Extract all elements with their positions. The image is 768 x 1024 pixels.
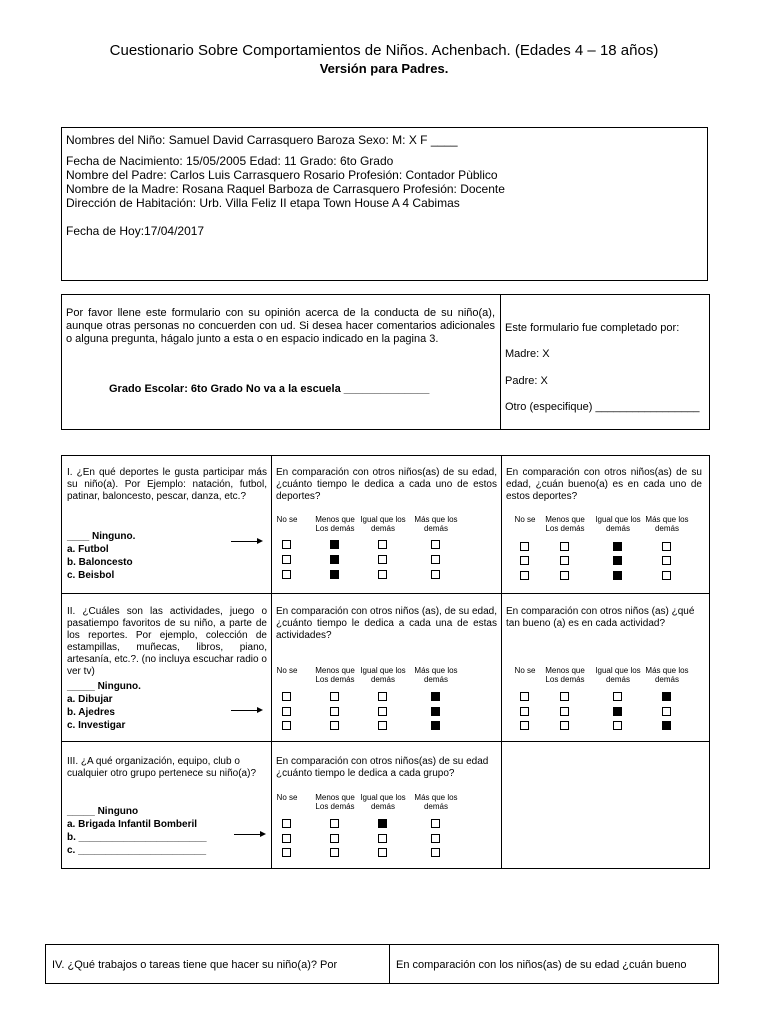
section2-good-row-2-menos-checkbox[interactable] (560, 707, 569, 716)
section4-question: IV. ¿Qué trabajos o tareas tiene que hacer su niño(a)? Por (52, 959, 338, 971)
madre-field: Madre: X (505, 348, 550, 360)
section1-arrow (231, 541, 261, 542)
padre-field: Padre: X (505, 375, 548, 387)
document-subtitle: Versión para Padres. (319, 61, 449, 76)
section1-time-row-3-menos-checkbox[interactable] (330, 570, 339, 579)
section2-time-row-2-igual-checkbox[interactable] (378, 707, 387, 716)
section3-time-row-3-igual-checkbox[interactable] (378, 848, 387, 857)
table-row-divider-2 (62, 741, 709, 742)
section2-good-row-3-menos-checkbox[interactable] (560, 721, 569, 730)
section2-arrow (231, 710, 261, 711)
document-title: Cuestionario Sobre Comportamientos de Niños. Achenbach. (Edades 4 – 18 años) (109, 42, 659, 59)
section1-time-row-1-mas-checkbox[interactable] (431, 540, 440, 549)
section2-time-row-1-menos-checkbox[interactable] (330, 692, 339, 701)
section2-time-row-3-no-se-checkbox[interactable] (282, 721, 291, 730)
section3-time-row-3-mas-checkbox[interactable] (431, 848, 440, 857)
section3-time-row-2-menos-checkbox[interactable] (330, 834, 339, 843)
section2-time-row-2-menos-checkbox[interactable] (330, 707, 339, 716)
section4-box (45, 944, 719, 984)
section1-good-row-3-menos-checkbox[interactable] (560, 571, 569, 580)
section2-good-col-header-igual: Igual que los demás (595, 666, 641, 684)
instructions-text: Por favor llene este formulario con su opinión acerca de la conducta de su niño(a), aunque otras personas no concuerden con ud. Si desea hacer comentarios adicionales o alguna pregunta, hágalo junto a esta o en espacio indicado en la pagina 3. (66, 307, 495, 345)
section1-good-row-1-igual-checkbox[interactable] (613, 542, 622, 551)
section2-time-question: En comparación con otros niños (as), de su edad, ¿cuánto tiempo le dedica a cada una de estas actividades? (276, 606, 497, 641)
section3-time-row-1-mas-checkbox[interactable] (431, 819, 440, 828)
section1-time-row-3-no-se-checkbox[interactable] (282, 570, 291, 579)
section1-good-col-header-no-se: No se (514, 515, 536, 524)
section3-time-row-1-igual-checkbox[interactable] (378, 819, 387, 828)
section2-good-row-1-menos-checkbox[interactable] (560, 692, 569, 701)
completed-by-label: Este formulario fue completado por: (505, 322, 680, 334)
section3-time-row-1-no-se-checkbox[interactable] (282, 819, 291, 828)
section2-item-b: b. Ajedres (67, 707, 115, 718)
section1-time-col-header-menos: Menos que Los demás (315, 515, 355, 533)
section1-good-row-1-mas-checkbox[interactable] (662, 542, 671, 551)
section2-time-col-header-menos: Menos que Los demás (315, 666, 355, 684)
section1-time-row-1-menos-checkbox[interactable] (330, 540, 339, 549)
section1-good-col-header-igual: Igual que los demás (595, 515, 641, 533)
birth-date-line: Fecha de Nacimiento: 15/05/2005 Edad: 11 Grado: 6to Grado (66, 154, 394, 168)
section2-good-row-2-igual-checkbox[interactable] (613, 707, 622, 716)
section2-item-c: c. Investigar (67, 720, 126, 731)
mother-line: Nombre de la Madre: Rosana Raquel Barboza de Carrasquero Profesión: Docente (66, 182, 505, 196)
section2-good-col-header-mas: Más que los demás (645, 666, 689, 684)
section3-time-row-1-menos-checkbox[interactable] (330, 819, 339, 828)
section1-time-row-2-menos-checkbox[interactable] (330, 555, 339, 564)
section1-good-row-2-mas-checkbox[interactable] (662, 556, 671, 565)
section4-good-question: En comparación con los niños(as) de su edad ¿cuán bueno (396, 959, 687, 971)
section1-good-row-3-igual-checkbox[interactable] (613, 571, 622, 580)
section2-time-row-1-igual-checkbox[interactable] (378, 692, 387, 701)
section1-good-row-3-mas-checkbox[interactable] (662, 571, 671, 580)
section1-time-question: En comparación con otros niños(as) de su edad, ¿cuánto tiempo le dedica a cada uno de estos deportes? (276, 467, 497, 502)
section3-time-col-header-no-se: No se (276, 793, 298, 802)
section3-item-b: b. _______________________ (67, 832, 207, 843)
section1-good-col-header-mas: Más que los demás (645, 515, 689, 533)
section1-good-row-3-no-se-checkbox[interactable] (520, 571, 529, 580)
section3-time-col-header-menos: Menos que Los demás (315, 793, 355, 811)
section1-good-question: En comparación con otros niños(as) de su edad, ¿cuán bueno(a) es en cada uno de estos deportes? (506, 467, 702, 502)
section2-good-row-3-igual-checkbox[interactable] (613, 721, 622, 730)
section2-good-row-1-no-se-checkbox[interactable] (520, 692, 529, 701)
section1-good-row-1-no-se-checkbox[interactable] (520, 542, 529, 551)
child-name-line: Nombres del Niño: Samuel David Carrasquero Baroza Sexo: M: X F ____ (66, 133, 458, 147)
section1-time-col-header-mas: Más que los demás (414, 515, 458, 533)
section2-time-row-3-igual-checkbox[interactable] (378, 721, 387, 730)
section1-none: ____ Ninguno. (67, 531, 136, 542)
section3-time-row-2-no-se-checkbox[interactable] (282, 834, 291, 843)
section1-time-row-2-no-se-checkbox[interactable] (282, 555, 291, 564)
today-date-line: Fecha de Hoy:17/04/2017 (66, 224, 205, 238)
section2-good-row-1-igual-checkbox[interactable] (613, 692, 622, 701)
section2-good-row-3-mas-checkbox[interactable] (662, 721, 671, 730)
section1-item-c: c. Beisbol (67, 570, 115, 581)
section2-none: _____ Ninguno. (67, 681, 141, 692)
table-row-divider-1 (62, 593, 709, 594)
section2-good-row-2-mas-checkbox[interactable] (662, 707, 671, 716)
section2-time-row-3-mas-checkbox[interactable] (431, 721, 440, 730)
section1-time-row-1-no-se-checkbox[interactable] (282, 540, 291, 549)
section3-question: III. ¿A qué organización, equipo, club o cualquier otro grupo pertenece su niño(a)? (67, 756, 257, 779)
section2-time-col-header-no-se: No se (276, 666, 298, 675)
section2-time-row-1-mas-checkbox[interactable] (431, 692, 440, 701)
section1-time-row-2-mas-checkbox[interactable] (431, 555, 440, 564)
section2-good-row-1-mas-checkbox[interactable] (662, 692, 671, 701)
section1-time-col-header-no-se: No se (276, 515, 298, 524)
child-info-box (61, 127, 708, 281)
section2-question: II. ¿Cuáles son las actividades, juego o pasatiempo favoritos de su niño, a parte de los reportes. Por ejemplo, colección de estampillas, muñecas, libros, piano, artesanía, etc.?. (no incluya escuchar radio o ver tv) (67, 606, 267, 677)
instructions-box (61, 294, 710, 430)
address-line: Dirección de Habitación: Urb. Villa Feliz II etapa Town House A 4 Cabimas (66, 196, 460, 210)
section3-time-row-2-mas-checkbox[interactable] (431, 834, 440, 843)
section1-time-col-header-igual: Igual que los demás (360, 515, 406, 533)
section3-time-row-2-igual-checkbox[interactable] (378, 834, 387, 843)
section2-good-col-header-menos: Menos que Los demás (545, 666, 585, 684)
section1-item-a: a. Futbol (67, 544, 109, 555)
section4-divider (389, 945, 390, 983)
section1-time-row-3-igual-checkbox[interactable] (378, 570, 387, 579)
section2-good-row-3-no-se-checkbox[interactable] (520, 721, 529, 730)
section1-time-row-2-igual-checkbox[interactable] (378, 555, 387, 564)
father-line: Nombre del Padre: Carlos Luis Carrasquero Rosario Profesión: Contador Pùblico (66, 168, 498, 182)
section3-item-c: c. _______________________ (67, 845, 207, 856)
section3-time-col-header-igual: Igual que los demás (360, 793, 406, 811)
section1-question: I. ¿En qué deportes le gusta participar más su niño(a). Por Ejemplo: natación, futbol, patinar, baloncesto, pescar, danza, etc.? (67, 467, 267, 502)
section3-none: _____ Ninguno (67, 806, 139, 817)
otro-field: Otro (especifique) _________________ (505, 401, 700, 413)
grado-escolar: Grado Escolar: 6to Grado No va a la escuela ______________ (109, 383, 430, 395)
section2-good-col-header-no-se: No se (514, 666, 536, 675)
section1-good-row-1-menos-checkbox[interactable] (560, 542, 569, 551)
section1-item-b: b. Baloncesto (67, 557, 133, 568)
section2-time-row-2-mas-checkbox[interactable] (431, 707, 440, 716)
section2-item-a: a. Dibujar (67, 694, 113, 705)
section1-good-row-2-no-se-checkbox[interactable] (520, 556, 529, 565)
section3-time-col-header-mas: Más que los demás (414, 793, 458, 811)
activities-table (61, 455, 710, 869)
section1-good-row-2-igual-checkbox[interactable] (613, 556, 622, 565)
section2-time-row-1-no-se-checkbox[interactable] (282, 692, 291, 701)
section1-time-row-1-igual-checkbox[interactable] (378, 540, 387, 549)
section2-good-row-2-no-se-checkbox[interactable] (520, 707, 529, 716)
section1-good-col-header-menos: Menos que Los demás (545, 515, 585, 533)
section1-good-row-2-menos-checkbox[interactable] (560, 556, 569, 565)
section3-time-question: En comparación con otros niños(as) de su edad ¿cuánto tiempo le dedica a cada grupo? (276, 756, 489, 779)
section1-time-row-3-mas-checkbox[interactable] (431, 570, 440, 579)
section2-time-row-2-no-se-checkbox[interactable] (282, 707, 291, 716)
section2-good-question: En comparación con otros niños (as) ¿qué tan bueno (a) es en cada actividad? (506, 606, 695, 629)
section3-time-row-3-menos-checkbox[interactable] (330, 848, 339, 857)
section3-time-row-3-no-se-checkbox[interactable] (282, 848, 291, 857)
section2-time-col-header-igual: Igual que los demás (360, 666, 406, 684)
section3-item-a: a. Brigada Infantil Bomberil (67, 819, 198, 830)
section2-time-row-3-menos-checkbox[interactable] (330, 721, 339, 730)
instructions-divider (500, 295, 501, 429)
section2-time-col-header-mas: Más que los demás (414, 666, 458, 684)
section3-arrow (234, 834, 264, 835)
